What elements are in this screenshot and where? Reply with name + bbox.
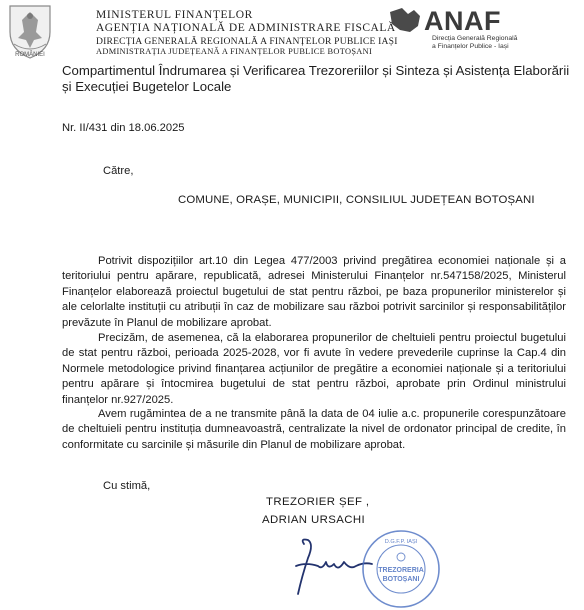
anaf-subtitle: [432, 35, 517, 51]
anaf-subtitle-line1: Direcția Generală Regională: [432, 35, 518, 42]
salutation: Către,: [103, 165, 134, 177]
anaf-subtitle-line2: a Finanțelor Publice - Iași: [432, 43, 509, 50]
county-administration-name: ADMINISTRAȚIA JUDEȚEANĂ A FINANȚELOR PUBLICE BOTOȘANI: [96, 47, 373, 56]
official-stamp: [358, 528, 444, 610]
anaf-logo-text: ANAF: [424, 6, 501, 36]
closing-formula: Cu stimă,: [103, 480, 151, 492]
anaf-logo: [384, 4, 544, 38]
signatory-name: ADRIAN URSACHI: [262, 514, 366, 526]
crest-label: ROMÂNIEI: [15, 52, 45, 58]
romania-map-icon: [390, 8, 420, 32]
stamp-top-text: D.G.F.P. IAȘI: [384, 539, 418, 545]
regional-directorate-name: DIRECȚIA GENERALĂ REGIONALĂ A FINANȚELOR PUBLICE IAȘI: [96, 36, 398, 47]
ministry-name: MINISTERUL FINANȚELOR: [96, 9, 253, 21]
paragraph-1: Potrivit dispozițiilor art.10 din Legea 477/2003 privind pregătirea economiei naționale și a teritoriului pentru apărare, republicată, adresei Ministerului Finanțelor nr.547158/2025, Ministerul Finanțelor elaborează proiectul bugetului de stat pentru război, pe baza propunerilor ministerelor și ale celorlalte instituții cu atribuții în caz de mobilizare sau război potrivit sarcinilor și responsabilităților prevăzute în Planul de mobilizare aprobat.: [62, 255, 566, 329]
paragraph-2: Precizăm, de asemenea, că la elaborarea propunerilor de cheltuieli pentru proiectul bugetului de stat pentru război, perioada 2025-2028, vor fi avute în vedere prevederile cuprinse la Cap.4 din Normele metodologice privind finanțarea acțiunilor de pregătire a economiei naționale și a teritoriului pentru apărare și întocmirea bugetului de stat pentru război, aprobate prin Ordinul ministrului finanțelor nr.927/2025.: [62, 332, 566, 406]
paragraph-3: Avem rugămintea de a ne transmite până la data de 04 iulie a.c. propunerile corespunzătoare de cheltuieli pentru instituția dumneavoastră, centralizate la nivel de ordonator principal de credite, în conformitate cu sarcinile și măsurile din Planul de mobilizare aprobat.: [62, 408, 566, 451]
stamp-center-line1: TREZORERIA: [378, 567, 424, 574]
recipient-line: COMUNE, ORAȘE, MUNICIPII, CONSILIUL JUDEȚEAN BOTOȘANI: [178, 194, 535, 206]
stamp-center-line2: BOTOȘANI: [382, 576, 420, 583]
coat-of-arms-logo: [4, 2, 56, 60]
reference-number: Nr. II/431 din 18.06.2025: [62, 122, 185, 134]
department-heading: Compartimentul Îndrumarea și Verificarea Trezoreriilor și Sinteza și Asistența Elaborării și Execuției Bugetelor Locale: [62, 63, 570, 94]
agency-name: AGENȚIA NAȚIONALĂ DE ADMINISTRARE FISCALĂ: [96, 22, 396, 34]
signatory-title: TREZORIER ȘEF ,: [266, 496, 370, 508]
